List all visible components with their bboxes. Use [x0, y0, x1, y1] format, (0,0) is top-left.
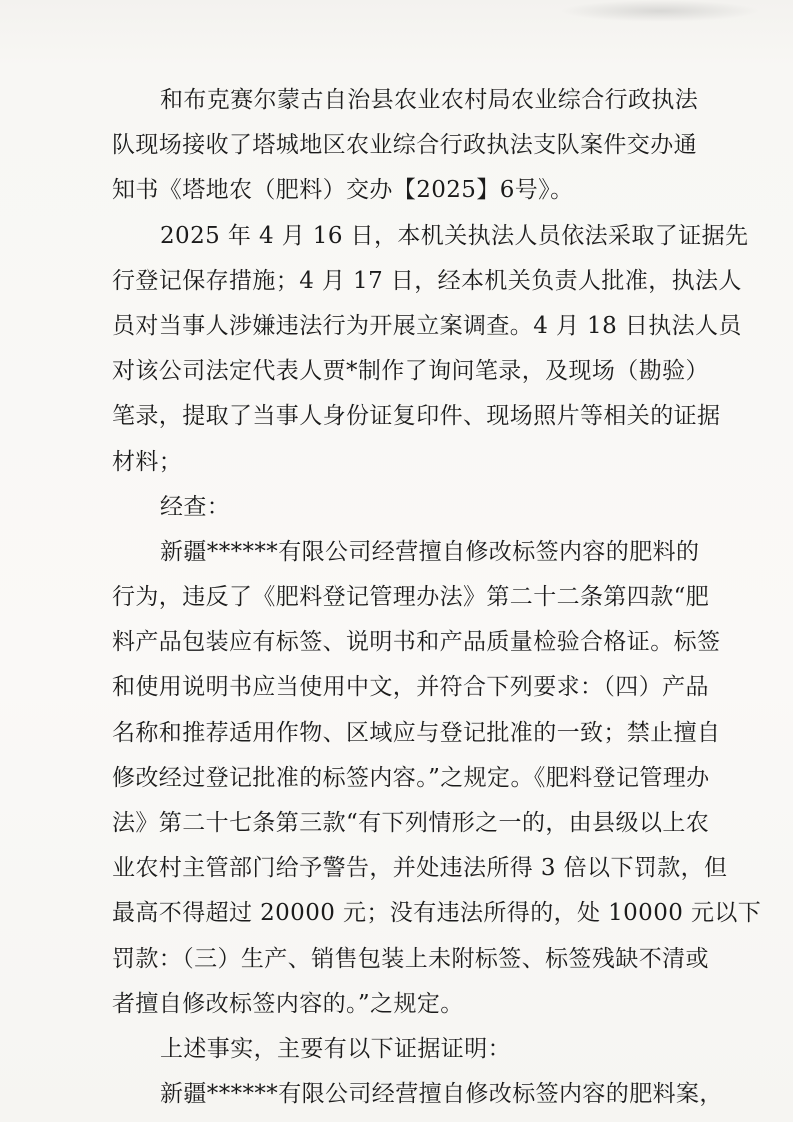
text-line-15: 名称和推荐适用作物、区域应与登记批准的一致；禁止擅自 [112, 719, 721, 746]
text-line-8: 笔录，提取了当事人身份证复印件、现场照片等相关的证据 [112, 403, 721, 430]
text-line-6: 员对当事人涉嫌违法行为开展立案调查。4 月 18 日执法人员 [112, 312, 742, 339]
text-line-11: 新疆******有限公司经营擅自修改标签内容的肥料的 [160, 538, 700, 565]
text-line-19: 最高不得超过 20000 元；没有违法所得的，处 10000 元以下 [112, 900, 762, 927]
text-line-17: 法》第二十七条第三款“有下列情形之一的，由县级以上农 [112, 810, 710, 836]
text-line-4: 2025 年 4 月 16 日，本机关执法人员依法采取了证据先 [160, 222, 749, 249]
text-line-1: 和布克赛尔蒙古自治县农业农村局农业综合行政执法 [160, 87, 699, 113]
text-line-23: 新疆******有限公司经营擅自修改标签内容的肥料案， [160, 1081, 723, 1108]
text-line-22: 上述事实，主要有以下证据证明： [160, 1035, 511, 1062]
text-line-10: 经查： [160, 493, 231, 520]
text-line-5: 行登记保存措施；4 月 17 日，经本机关负责人批准，执法人 [112, 267, 742, 294]
text-line-3: 知书《塔地农（肥料）交办【2025】6号》。 [112, 177, 574, 204]
text-line-9: 材料； [112, 448, 183, 475]
text-line-16: 修改经过登记批准的标签内容。”之规定。《肥料登记管理办 [112, 764, 710, 791]
text-line-7: 对该公司法定代表人贾*制作了询问笔录，及现场（勘验） [112, 358, 709, 385]
text-line-21: 者擅自修改标签内容的。”之规定。 [112, 990, 464, 1017]
document-body [112, 78, 762, 1117]
text-line-14: 和使用说明书应当使用中文，并符合下列要求：（四）产品 [112, 674, 709, 701]
text-line-12: 行为，违反了《肥料登记管理办法》第二十二条第四款“肥 [112, 584, 710, 611]
text-line-18: 业农村主管部门给予警告，并处违法所得 3 倍以下罚款，但 [112, 855, 728, 882]
bleed-through-shadow [560, 0, 760, 22]
text-line-2: 队现场接收了塔城地区农业综合行政执法支队案件交办通 [112, 132, 697, 159]
text-line-20: 罚款：（三）生产、销售包装上未附标签、标签残缺不清或 [112, 945, 709, 972]
text-line-13: 料产品包装应有标签、说明书和产品质量检验合格证。标签 [112, 629, 721, 656]
